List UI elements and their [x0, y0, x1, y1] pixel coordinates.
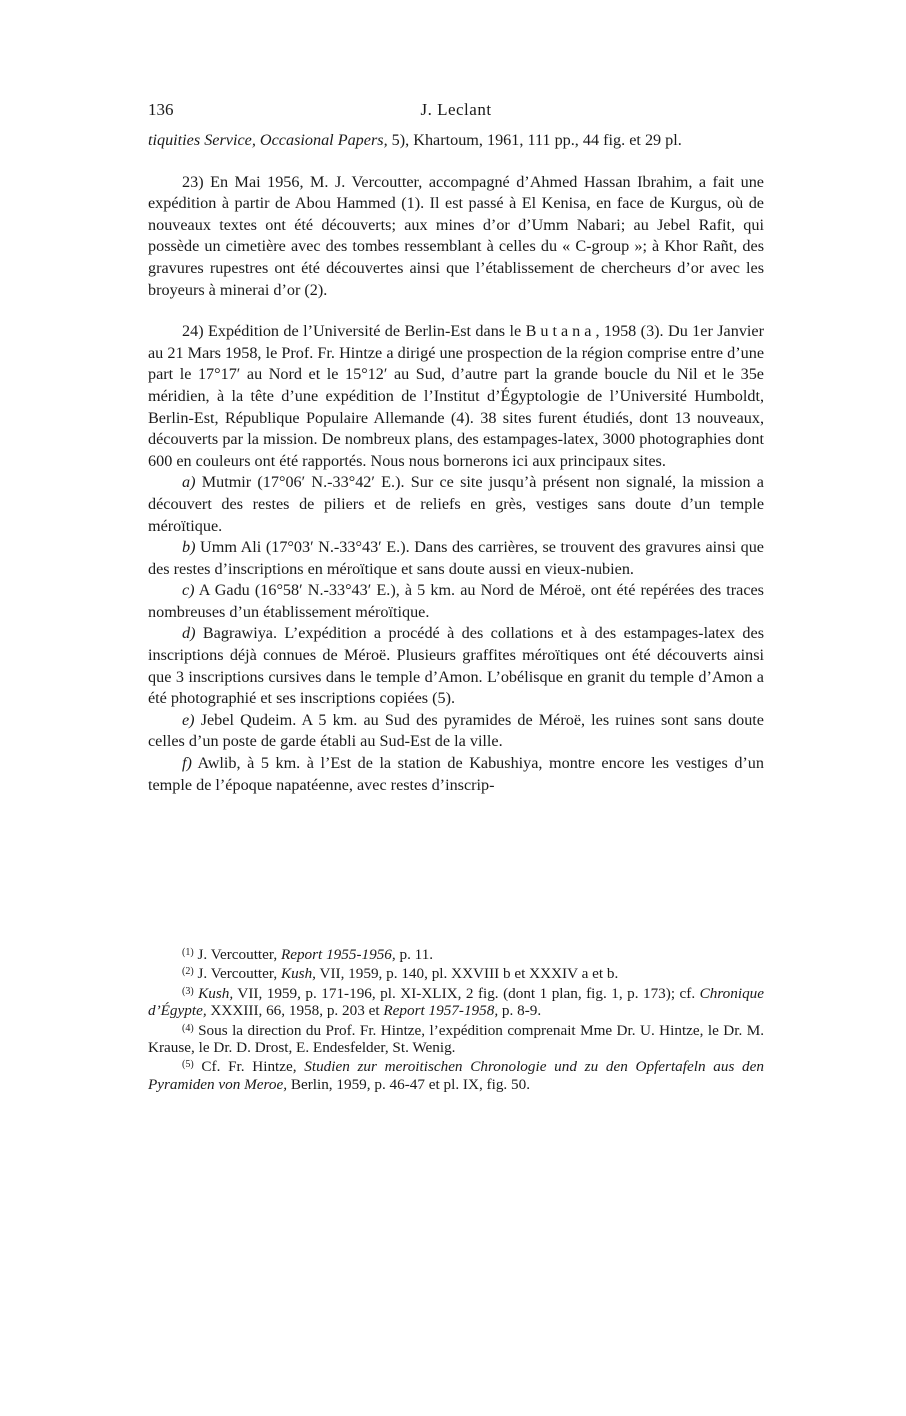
footnote-4: $^{(4)}$ Sous la direction du Prof. Fr. Hintze, l’expédition comprenait Mme Dr. U. Hintze, le Dr. M. Krause, le Dr. D. Drost, E. Endesfelder, St. Wenig. [148, 1021, 764, 1057]
footnote-3: $^{(3)}$ Kush, VII, 1959, p. 171-196, pl. XI-XLIX, 2 fig. (dont 1 plan, fig. 1, p. 173); cf. Chronique d’Égypte, XXXIII, 66, 1958, p. 203 et Report 1957-1958, p. 8-9. [148, 984, 765, 1020]
list-item-f: f) Awlib, à 5 km. à l’Est de la station de Kabushiya, montre encore les vestiges d’un temple de l’époque napatéenne, avec restes d’inscrip- [148, 754, 764, 794]
footnote-2: $^{(2)}$ J. Vercoutter, Kush, VII, 1959, p. 140, pl. XXVIII b et XXXIV a et b. [182, 965, 619, 983]
main-text [148, 130, 764, 796]
list-item-a: a) Mutmir (17°06′ N.-33°42′ E.). Sur ce site jusqu’à présent non signalé, la mission a découvert des restes de piliers et de reliefs en grès, vestiges sans doute d’un temple méroïtique. [148, 473, 764, 535]
page [148, 100, 764, 796]
list-item-b: b) Umm Ali (17°03′ N.-33°43′ E.). Dans des carrières, se trouvent des gravures ainsi que des restes d’inscriptions en méroïtique et sans doute aussi en vieux-nubien. [148, 538, 764, 578]
footnote-5: $^{(5)}$ Cf. Fr. Hintze, Studien zur meroitischen Chronologie und zu den Opfertafeln aus den Pyramiden von Meroe, Berlin, 1959, p. 46-47 et pl. IX, fig. 50. [148, 1058, 764, 1093]
paragraph-24: 24) Expédition de l’Université de Berlin-Est dans le Butana, 1958 (3). Du 1er Janvier au 21 Mars 1958, le Prof. Fr. Hintze a dirigé une prospection de la région comprise entre d’une part le 17°17′ au Nord et le 15°12′ au Sud, d’autre part la grande boucle du Nil et le 35e méridien, à la tête d’une expédition de l’Institut d’Égyptologie de l’Université Humboldt, Berlin-Est, République Populaire Allemande (4). 38 sites furent étudiés, dont 13 nouveaux, découverts par la mission. De nombreux plans, des estampages-latex, 3000 photographies dont 600 en couleurs ont été rapportés. Nous nous bornerons ici aux principaux sites. [148, 322, 764, 470]
footnotes [148, 944, 764, 1093]
paragraph-23: 23) En Mai 1956, M. J. Vercoutter, accompagné d’Ahmed Hassan Ibrahim, a fait une expédition à partir de Abou Hammed (1). Il est passé à El Kenisa, en face de Kurgus, où de nouveaux textes ont été découverts; aux mines d’or d’Umm Nabari; au Jebel Rafit, qui possède un cimetière avec des tombes ressemblant à celles du « C-group »; à Khor Rañt, des gravures rupestres ont été découvertes ainsi que l’établissement de chercheurs d’or avec les broyeurs à minerai d’or (2). [148, 172, 764, 299]
footnote-1: $^{(1)}$ J. Vercoutter, Report 1955-1956, p. 11. [182, 946, 434, 963]
list-item-e: e) Jebel Qudeim. A 5 km. au Sud des pyramides de Méroë, les ruines sont sans doute celles d’un poste de garde établi au Sud-Est de la ville. [148, 710, 764, 751]
paragraph-continuation: tiquities Service, Occasional Papers, 5), Khartoum, 1961, 111 pp., 44 fig. et 29 pl. [148, 131, 682, 149]
list-item-c: c) A Gadu (16°58′ N.-33°43′ E.), à 5 km. au Nord de Méroë, ont été repérées des traces nombreuses d’un établissement méroïtique. [148, 581, 764, 621]
page-number: 136 [148, 100, 174, 119]
page-header [148, 100, 764, 130]
running-head: J. Leclant [420, 100, 492, 119]
list-item-d: d) Bagrawiya. L’expédition a procédé à des collations et à des estampages-latex des inscriptions déjà connues de Méroë. Plusieurs graffites méroïtiques ont été découverts ainsi que 3 inscriptions cursives dans le temple d’Amon. L’obélisque en granit du temple d’Amon a été photographié et ses inscriptions copiées (5). [148, 624, 764, 708]
